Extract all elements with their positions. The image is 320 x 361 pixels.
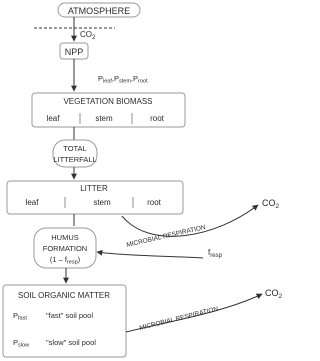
atmosphere-label: ATMOSPHERE	[67, 6, 131, 16]
litter-root-label: root	[147, 198, 161, 207]
respiration-2-label: MICROBIAL RESPIRATION	[138, 305, 219, 332]
som-fast-pool: "fast" soil pool	[46, 311, 94, 320]
vegetation-stem-label: stem	[95, 114, 113, 123]
humus-line2: FORMATION	[42, 244, 88, 253]
som-title: SOIL ORGANIC MATTER	[17, 291, 111, 300]
litter-stem-label: stem	[93, 198, 111, 207]
som-slow-coefficient: $P_{slow}$	[13, 338, 30, 349]
respiration-1-label: MICROBIAL RESPIRATION	[125, 223, 207, 249]
fraction-to-humus-arrow	[97, 252, 203, 258]
som-slow-pool: "slow" soil pool	[46, 338, 96, 347]
respiration-1-co2: $CO_2$	[262, 198, 280, 210]
humus-line1: HUMUS	[51, 233, 79, 242]
litter-title: LITTER	[80, 184, 108, 193]
litterfall-line1: TOTAL	[63, 144, 87, 153]
co2-top-label: $CO_2$	[80, 30, 96, 41]
allocation-coefficients: $P_{leaf},P_{stem},P_{root}$	[98, 74, 148, 85]
humus-line3: $(1 - f_{resp})$	[49, 255, 81, 266]
vegetation-biomass-title: VEGETATION BIOMASS	[63, 97, 153, 106]
litterfall-line2: LITTERFALL	[53, 155, 97, 164]
som-fast-coefficient: $P_{fast}$	[13, 311, 27, 322]
litter-leaf-label: leaf	[25, 198, 39, 207]
vegetation-leaf-label: leaf	[46, 114, 60, 123]
npp-label: NPP	[64, 47, 84, 57]
vegetation-root-label: root	[150, 114, 164, 123]
respiration-2-co2: $CO_2$	[265, 288, 283, 300]
respiration-fraction: $f_{resp}$	[208, 248, 222, 259]
